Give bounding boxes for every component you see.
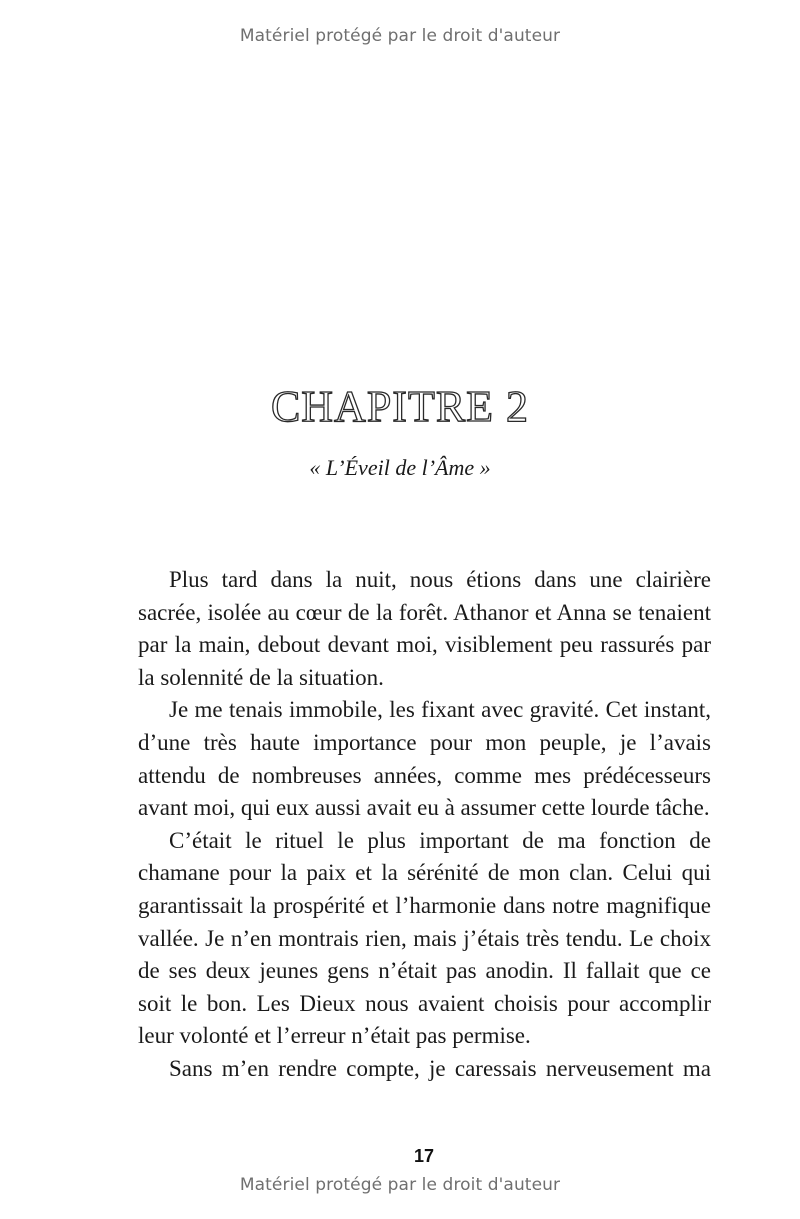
paragraph: Plus tard dans la nuit, nous étions dans une clairière sacrée, isolée au cœur de la forêt. Athanor et Anna se tenaient par la main, debout devant moi, visiblement peu rassurés par la solennité de la situation. bbox=[138, 567, 711, 690]
chapter-title: CHAPITRE 2 bbox=[270, 382, 530, 431]
copyright-watermark-top: Matériel protégé par le droit d'auteur bbox=[239, 26, 561, 46]
copyright-watermark-bottom: Matériel protégé par le droit d'auteur bbox=[239, 1175, 561, 1195]
paragraph: Sans m’en rendre compte, je caressais nerveusement ma bbox=[169, 1055, 711, 1081]
body-text bbox=[138, 564, 711, 1086]
page-number: 17 bbox=[413, 1146, 435, 1166]
paragraph: C’était le rituel le plus important de ma fonction de chamane pour la paix et la sérénité de mon clan. Celui qui garantissait la prospérité et l’harmonie dans notre magnifique vallée. Je n’en montrais rien, mais j’étais très tendu. Le choix de ses deux jeunes gens n’était pas anodin. Il fallait que ce soit le bon. Les Dieux nous avaient choisis pour accomplir leur volonté et l’erreur n’était pas permise. bbox=[138, 827, 711, 1049]
chapter-subtitle: « L’Éveil de l’Âme » bbox=[309, 455, 491, 480]
paragraph: Je me tenais immobile, les fixant avec gravité. Cet instant, d’une très haute importance pour mon peuple, je l’avais attendu de nombreuses années, comme mes prédécesseurs avant moi, qui eux aussi avait eu à assumer cette lourde tâche. bbox=[138, 697, 711, 821]
